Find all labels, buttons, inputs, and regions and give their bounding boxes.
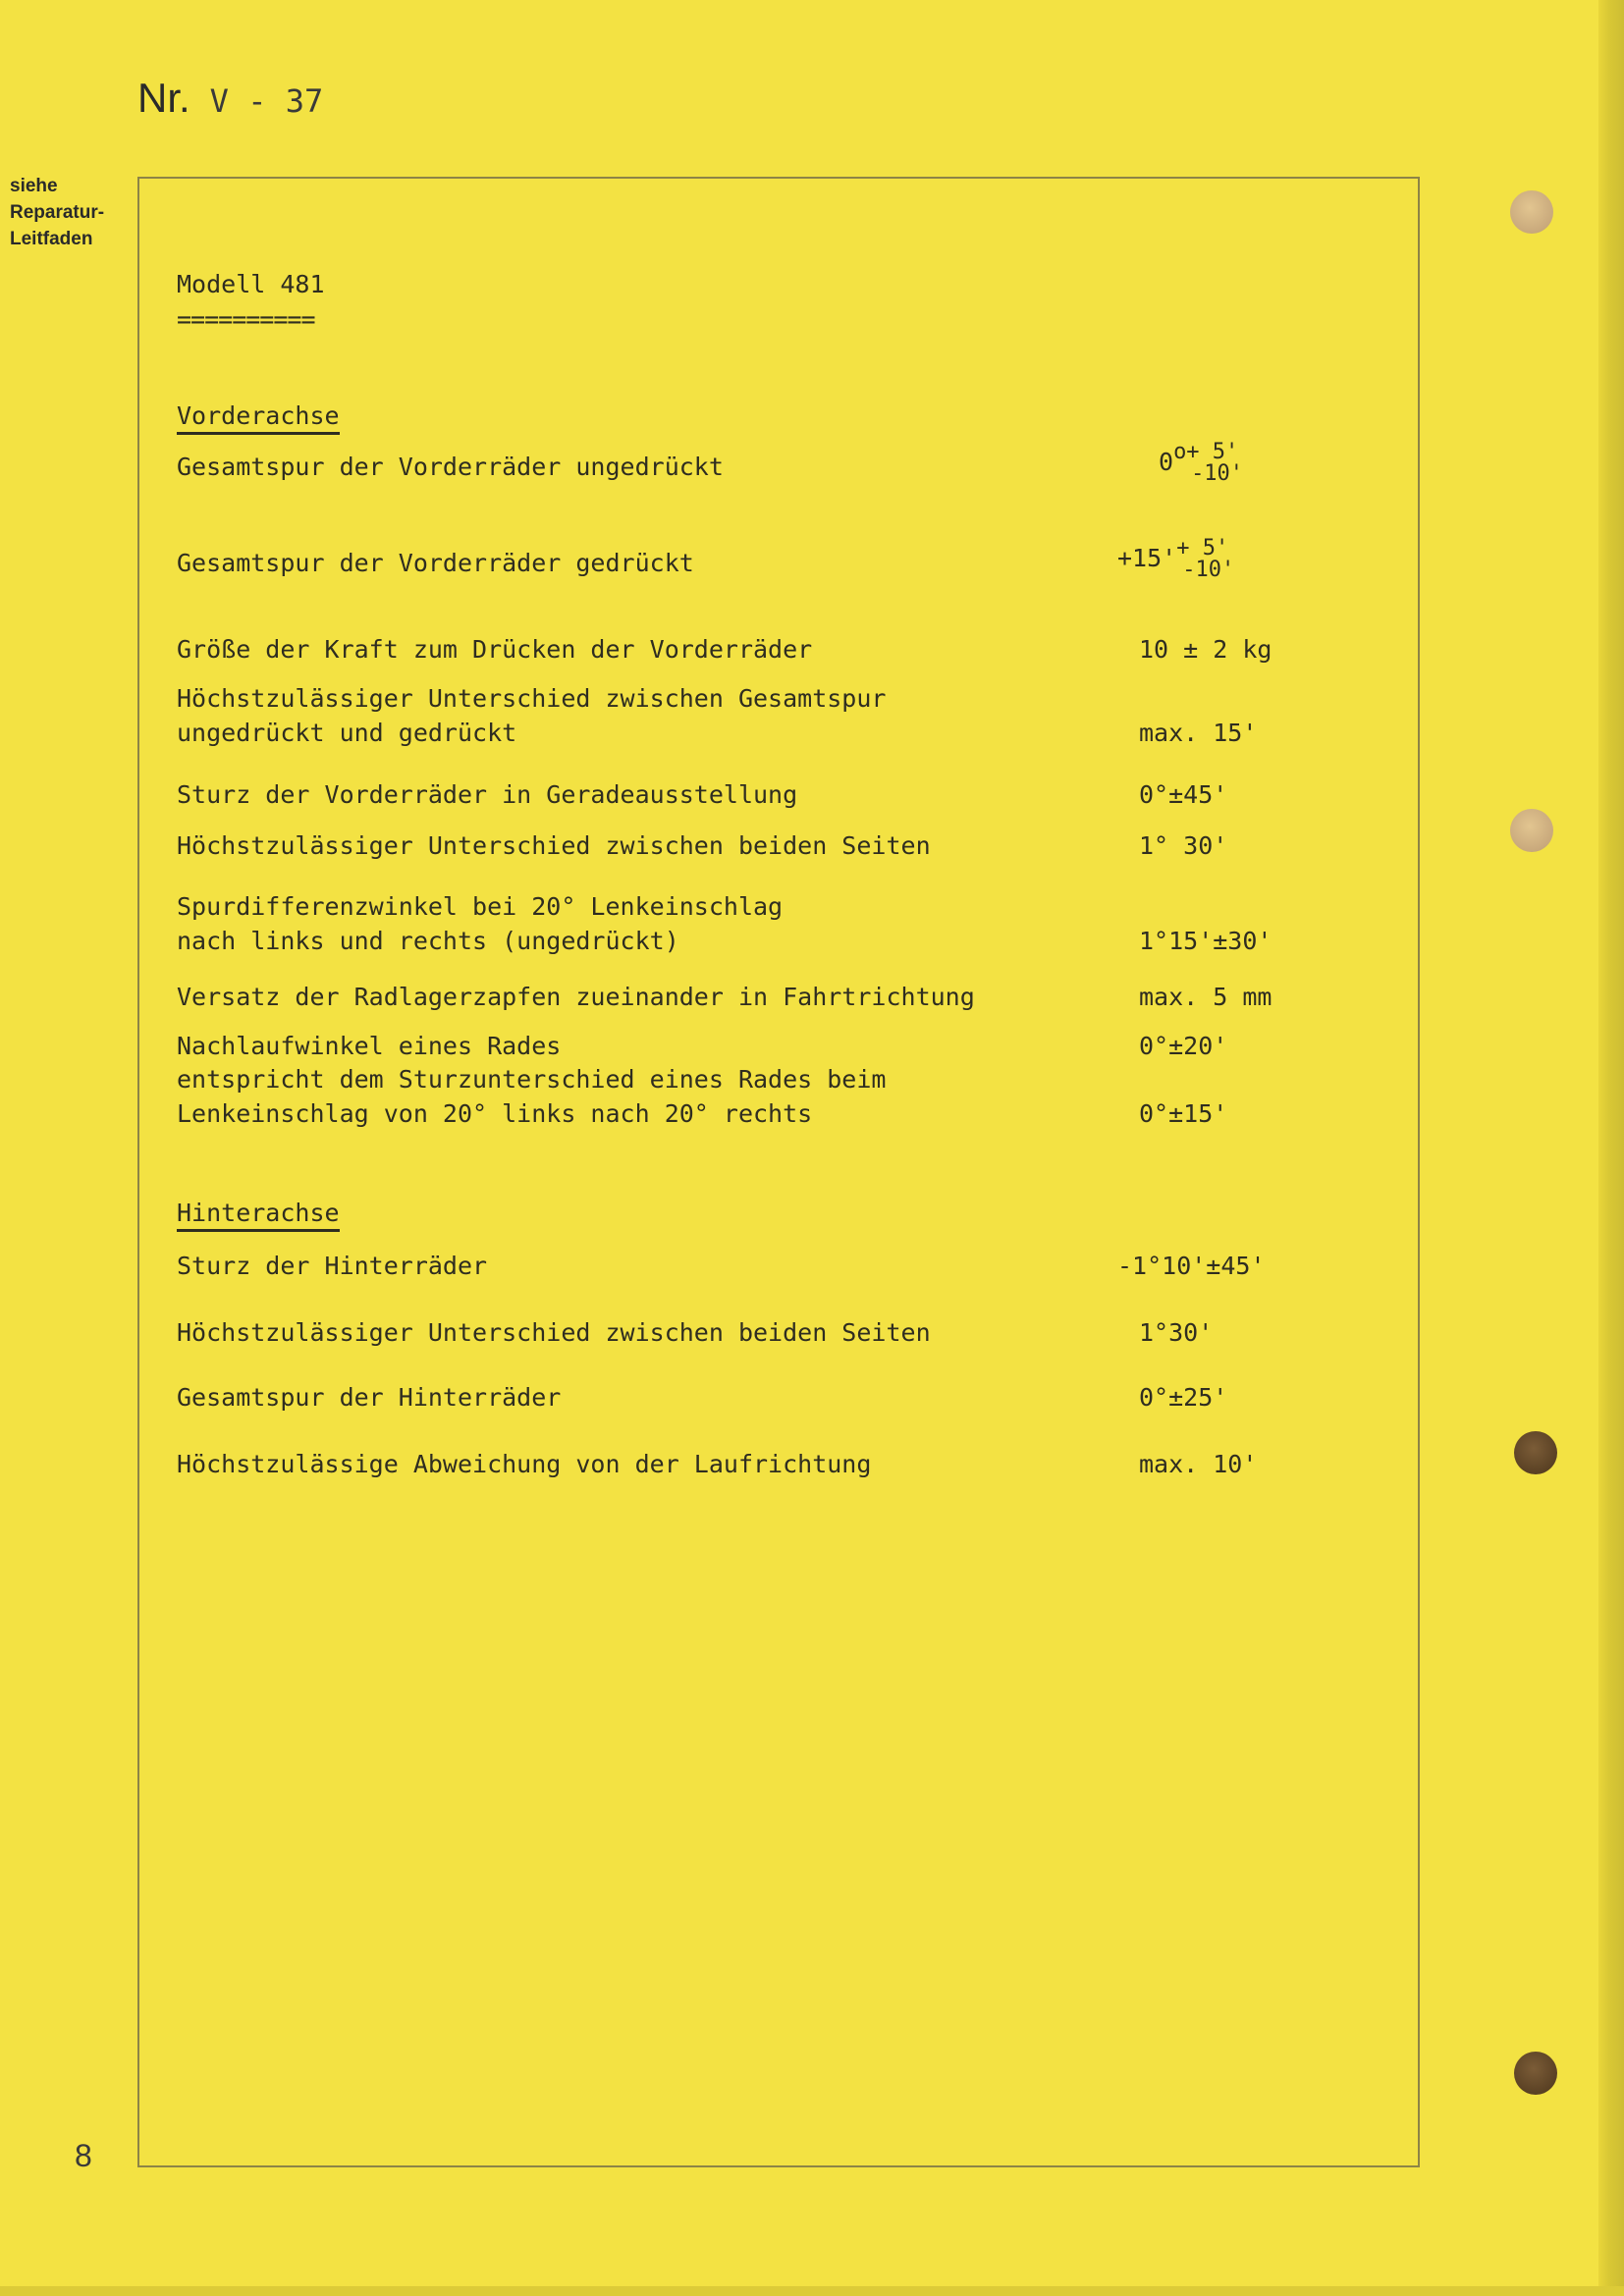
page-edge bbox=[1598, 0, 1624, 2296]
spec-value: 0°±20' bbox=[1139, 1032, 1228, 1060]
spec-label-line: Lenkeinschlag von 20° links nach 20° rechts bbox=[177, 1099, 813, 1128]
spec-value: 10 ± 2 kg bbox=[1139, 635, 1272, 664]
value-base: 0 bbox=[1159, 448, 1174, 476]
spec-label-line: nach links und rechts (ungedrückt) bbox=[177, 927, 679, 955]
page-number: 8 bbox=[75, 2138, 92, 2173]
side-note bbox=[10, 173, 104, 252]
document-number-label: Nr. bbox=[137, 75, 190, 121]
spec-label-line: Versatz der Radlagerzapfen zueinander in Fahrtrichtung bbox=[177, 983, 975, 1011]
value-tolerance bbox=[1173, 442, 1243, 485]
spec-value: 1° 30' bbox=[1139, 831, 1228, 860]
spec-label-line: Größe der Kraft zum Drücken der Vorderräder bbox=[177, 635, 813, 664]
spec-label bbox=[177, 1029, 561, 1063]
spec-label-line: Höchstzulässige Abweichung von der Laufrichtung bbox=[177, 1450, 872, 1478]
page-bottom-edge bbox=[0, 2286, 1624, 2296]
side-note-line: siehe bbox=[10, 176, 58, 196]
model-title-underline: ========== bbox=[177, 305, 315, 334]
spec-label bbox=[177, 777, 797, 812]
spec-label-line: Höchstzulässiger Unterschied zwischen beiden Seiten bbox=[177, 831, 931, 860]
spec-label-line: Gesamtspur der Hinterräder bbox=[177, 1383, 562, 1412]
spec-value bbox=[1117, 538, 1234, 581]
spec-label bbox=[177, 681, 886, 750]
spec-label bbox=[177, 632, 812, 667]
punch-hole bbox=[1510, 190, 1553, 234]
spec-value: 0°±45' bbox=[1139, 780, 1228, 809]
spec-label-line: Nachlaufwinkel eines Rades bbox=[177, 1032, 562, 1060]
spec-value bbox=[1159, 442, 1243, 485]
punch-hole bbox=[1510, 809, 1553, 852]
spec-value: max. 5 mm bbox=[1139, 983, 1272, 1011]
spec-value: max. 15' bbox=[1139, 719, 1258, 747]
spec-value: 1°30' bbox=[1139, 1318, 1214, 1347]
document-number-value: V - 37 bbox=[209, 82, 324, 120]
tolerance-lower: -10' bbox=[1182, 558, 1235, 582]
spec-label bbox=[177, 889, 783, 958]
value-tolerance bbox=[1176, 538, 1234, 581]
punch-hole bbox=[1514, 2052, 1557, 2095]
spec-label bbox=[177, 1062, 886, 1131]
spec-label-line: Höchstzulässiger Unterschied zwischen Gesamtspur bbox=[177, 684, 887, 713]
spec-label-line: ungedrückt und gedrückt bbox=[177, 719, 517, 747]
value-base: +15' bbox=[1117, 544, 1177, 572]
tolerance-lower: -10' bbox=[1191, 461, 1244, 486]
model-title: Modell 481 bbox=[177, 270, 325, 298]
side-note-line: Reparatur- bbox=[10, 202, 105, 223]
spec-value: 0°±25' bbox=[1139, 1383, 1228, 1412]
spec-label-line: Sturz der Vorderräder in Geradeausstellung bbox=[177, 780, 798, 809]
spec-label-line: Gesamtspur der Vorderräder gedrückt bbox=[177, 549, 694, 577]
spec-label bbox=[177, 1315, 931, 1350]
rear-axle-heading: Hinterachse bbox=[177, 1198, 340, 1232]
spec-label-line: Höchstzulässiger Unterschied zwischen beiden Seiten bbox=[177, 1318, 931, 1347]
tolerance-upper: o+ 5' bbox=[1173, 440, 1239, 464]
spec-label bbox=[177, 1380, 561, 1415]
side-note-line: Leitfaden bbox=[10, 229, 93, 249]
spec-label bbox=[177, 546, 694, 580]
spec-label bbox=[177, 1249, 487, 1283]
spec-label-line: Sturz der Hinterräder bbox=[177, 1252, 488, 1280]
spec-label bbox=[177, 450, 724, 484]
spec-label-line: Gesamtspur der Vorderräder ungedrückt bbox=[177, 453, 724, 481]
spec-value: 1°15'±30' bbox=[1139, 927, 1272, 955]
spec-label bbox=[177, 980, 975, 1014]
spec-value: max. 10' bbox=[1139, 1450, 1258, 1478]
tolerance-upper: + 5' bbox=[1176, 536, 1229, 561]
spec-value: -1°10'±45' bbox=[1117, 1252, 1266, 1280]
punch-hole bbox=[1514, 1431, 1557, 1474]
spec-label bbox=[177, 828, 931, 863]
spec-label-line: entspricht dem Sturzunterschied eines Rades beim bbox=[177, 1065, 887, 1094]
spec-label bbox=[177, 1447, 871, 1481]
spec-value: 0°±15' bbox=[1139, 1099, 1228, 1128]
document-number bbox=[137, 75, 323, 122]
front-axle-heading: Vorderachse bbox=[177, 400, 340, 435]
spec-label-line: Spurdifferenzwinkel bei 20° Lenkeinschlag bbox=[177, 892, 784, 921]
